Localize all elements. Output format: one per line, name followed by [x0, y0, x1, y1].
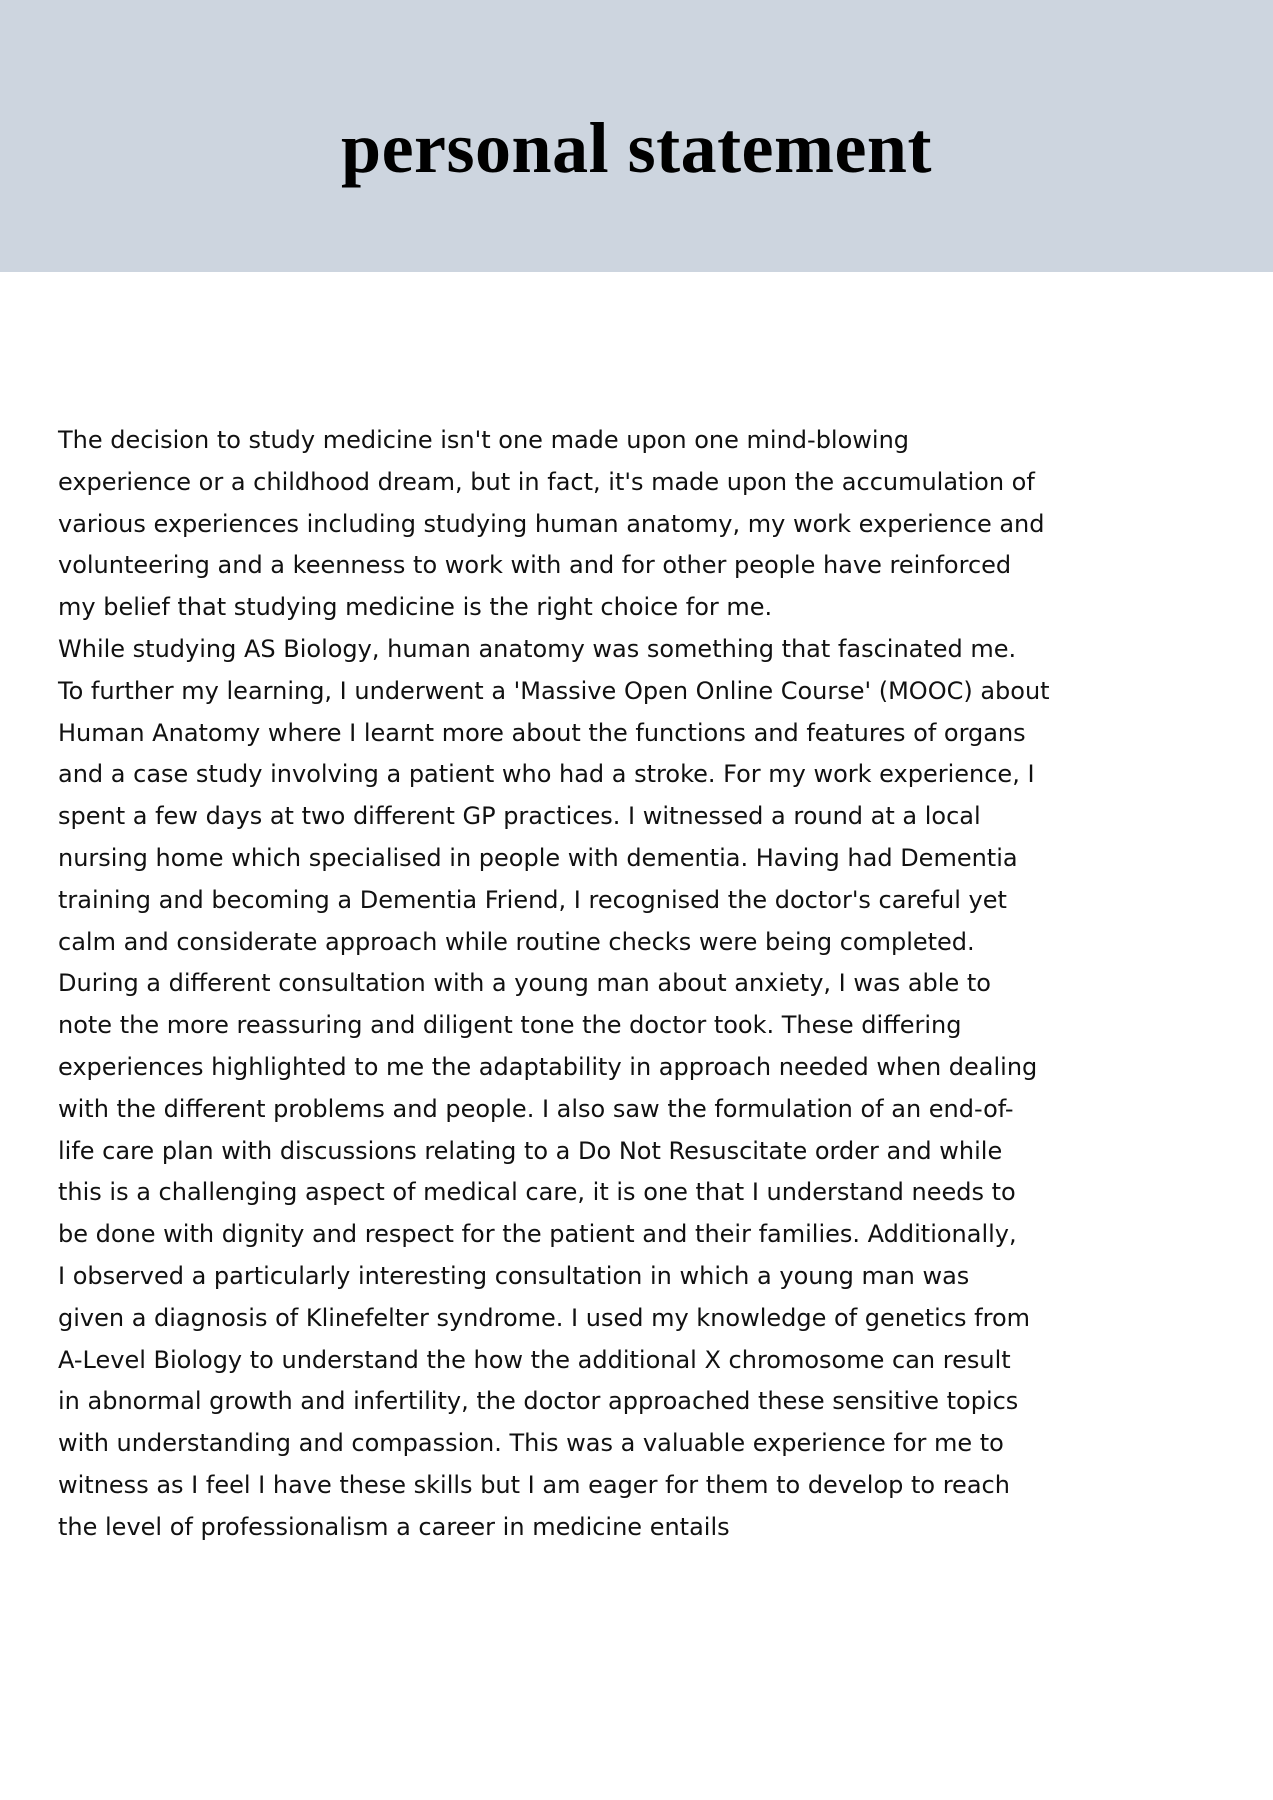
statement-line: various experiences including studying human anatomy, my work experience and — [58, 509, 1045, 538]
statement-line: volunteering and a keenness to work with and for other people have reinforced — [58, 551, 1012, 580]
statement-line: Human Anatomy where I learnt more about the functions and features of organs — [58, 718, 1026, 747]
statement-line: nursing home which specialised in people with dementia. Having had Dementia — [58, 843, 1018, 872]
statement-line: with the different problems and people. I also saw the formulation of an end-of- — [58, 1094, 1014, 1123]
statement-line: I observed a particularly interesting consultation in which a young man was — [58, 1261, 970, 1290]
statement-line: During a different consultation with a young man about anxiety, I was able to — [58, 969, 991, 998]
statement-line: given a diagnosis of Klinefelter syndrome. I used my knowledge of genetics from — [58, 1303, 1031, 1332]
statement-line: experience or a childhood dream, but in fact, it's made upon the accumulation of — [58, 467, 1035, 496]
page-title: personal statement — [341, 108, 932, 188]
statement-line: spent a few days at two different GP practices. I witnessed a round at a local — [58, 802, 981, 831]
statement-line: training and becoming a Dementia Friend, I recognised the doctor's careful yet — [58, 885, 1007, 914]
statement-line: note the more reassuring and diligent tone the doctor took. These differing — [58, 1011, 962, 1040]
statement-body — [58, 420, 1238, 1549]
statement-line: my belief that studying medicine is the right choice for me. — [58, 593, 773, 622]
statement-line: in abnormal growth and infertility, the doctor approached these sensitive topics — [58, 1387, 1019, 1416]
statement-line: with understanding and compassion. This was a valuable experience for me to — [58, 1429, 1004, 1458]
header-banner — [0, 0, 1273, 272]
statement-line: witness as I feel I have these skills but I am eager for them to develop to reach — [58, 1470, 1010, 1499]
statement-line: calm and considerate approach while routine checks were being completed. — [58, 927, 975, 956]
statement-line: this is a challenging aspect of medical care, it is one that I understand needs to — [58, 1178, 1016, 1207]
statement-line: the level of professionalism a career in medicine entails — [58, 1512, 730, 1541]
statement-line: The decision to study medicine isn't one made upon one mind-blowing — [58, 426, 910, 454]
statement-line: To further my learning, I underwent a 'Massive Open Online Course' (MOOC) about — [58, 676, 1050, 705]
statement-line: and a case study involving a patient who had a stroke. For my work experience, I — [58, 760, 1035, 789]
statement-line: be done with dignity and respect for the patient and their families. Additionally, — [58, 1220, 1017, 1249]
statement-line: A-Level Biology to understand the how the additional X chromosome can result — [58, 1345, 1011, 1374]
statement-line: life care plan with discussions relating to a Do Not Resuscitate order and while — [58, 1136, 1003, 1165]
statement-line: experiences highlighted to me the adaptability in approach needed when dealing — [58, 1052, 1038, 1081]
statement-line: While studying AS Biology, human anatomy was something that fascinated me. — [58, 634, 1017, 663]
